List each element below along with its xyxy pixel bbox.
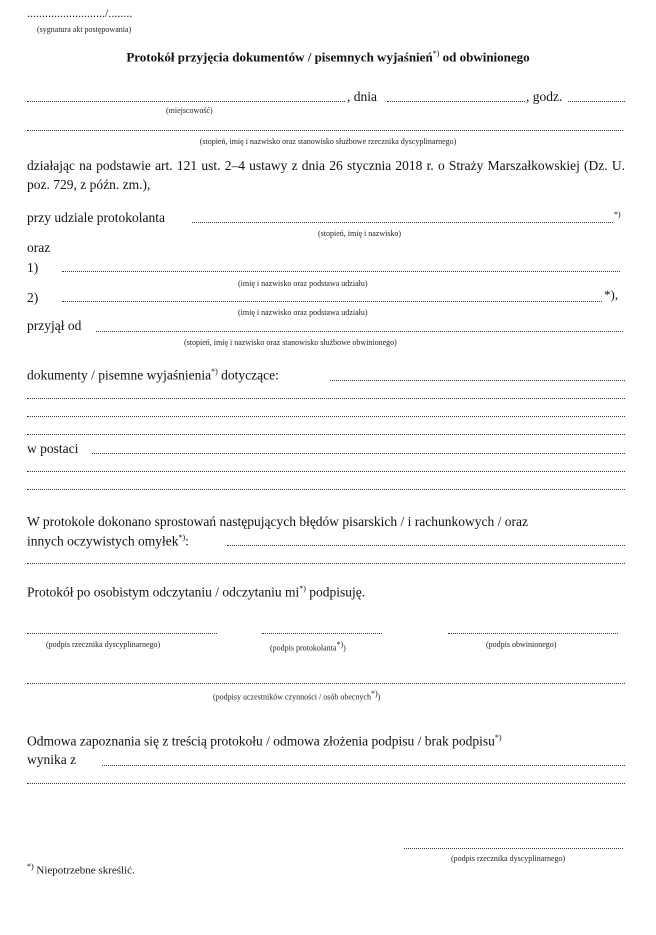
form-label: w postaci xyxy=(27,441,79,456)
accused-signature-caption: (podpis obwinionego) xyxy=(486,640,557,649)
documents-label: dokumenty / pisemne wyjaśnienia*) dotyczące: xyxy=(27,367,279,383)
accused-signature-field[interactable] xyxy=(448,633,618,634)
clerk-field[interactable] xyxy=(192,222,613,223)
officer-caption: (stopień, imię i nazwisko oraz stanowisko służbowe rzecznika dyscyplinarnego) xyxy=(199,137,457,146)
clerk-mark: *) xyxy=(614,210,621,219)
received-caption: (stopień, imię i nazwisko oraz stanowisko służbowe obwinionego) xyxy=(184,338,397,347)
legal-basis-text: działając na podstawie art. 121 ust. 2–4 ustawy z dnia 26 stycznia 2018 r. o Straży Marszałkowskiej (Dz. U. poz. 729, z późn. zm.), xyxy=(27,158,625,192)
participant-1-caption: (imię i nazwisko oraz podstawa udziału) xyxy=(238,279,368,288)
case-number-caption: (sygnatura akt postępowania) xyxy=(37,25,132,34)
participant-1-number: 1) xyxy=(27,260,39,275)
final-officer-signature-caption: (podpis rzecznika dyscyplinarnego) xyxy=(451,854,566,863)
received-field[interactable] xyxy=(96,331,623,332)
form-field-3[interactable] xyxy=(27,489,625,490)
clerk-label: przy udziale protokolanta xyxy=(27,210,165,225)
documents-field-4[interactable] xyxy=(27,434,625,435)
place-caption: (miejscowość) xyxy=(166,106,213,115)
participant-2-number: 2) xyxy=(27,290,39,305)
refusal-field-2[interactable] xyxy=(27,783,625,784)
received-label: przyjął od xyxy=(27,318,82,333)
hour-label: , godz. xyxy=(526,89,563,104)
corrections-field-1[interactable] xyxy=(227,545,625,546)
officer-field[interactable] xyxy=(27,130,623,131)
clerk-caption: (stopień, imię i nazwisko) xyxy=(318,229,402,238)
participant-1-field[interactable] xyxy=(62,271,620,272)
participant-2-caption: (imię i nazwisko oraz podstawa udziału) xyxy=(238,308,368,317)
corrections-field-2[interactable] xyxy=(27,563,625,564)
participant-2-mark: *), xyxy=(604,287,619,302)
participant-2-field[interactable] xyxy=(62,301,602,302)
page-title: Protokół przyjęcia dokumentów / pisemnych wyjaśnień*) od obwinionego xyxy=(126,49,530,65)
case-number-line[interactable]: ........................../........ xyxy=(27,6,133,20)
corrections-text-1: W protokole dokonano sprostowań następujących błędów pisarskich / i rachunkowych / oraz xyxy=(27,514,528,529)
refusal-field-1[interactable] xyxy=(102,765,625,766)
officer-signature-caption: (podpis rzecznika dyscyplinarnego) xyxy=(46,640,161,649)
participants-signature-caption: (podpisy uczestników czynności / osób obecnych*)) xyxy=(213,689,381,702)
date-field[interactable] xyxy=(387,101,525,102)
refusal-text: Odmowa zapoznania się z treścią protokołu / odmowa złożenia podpisu / brak podpisu*) xyxy=(27,733,502,749)
corrections-text-2: innych oczywistych omyłek*): xyxy=(27,533,189,549)
officer-signature-field[interactable] xyxy=(27,633,217,634)
documents-field-1[interactable] xyxy=(330,380,625,381)
form-field-1[interactable] xyxy=(92,453,625,454)
documents-field-3[interactable] xyxy=(27,416,625,417)
final-officer-signature-field[interactable] xyxy=(404,848,623,849)
documents-field-2[interactable] xyxy=(27,398,625,399)
reading-statement: Protokół po osobistym odczytaniu / odczytaniu mi*) podpisuję. xyxy=(27,584,366,600)
date-label: , dnia xyxy=(347,89,377,104)
footnote: *) Niepotrzebne skreślić. xyxy=(27,862,135,877)
participants-signature-field[interactable] xyxy=(27,683,625,684)
clerk-signature-field[interactable] xyxy=(262,633,382,634)
participants-oraz: oraz xyxy=(27,240,51,255)
form-field-2[interactable] xyxy=(27,471,625,472)
refusal-label: wynika z xyxy=(27,752,77,767)
hour-field[interactable] xyxy=(568,101,625,102)
place-field[interactable] xyxy=(27,101,345,102)
clerk-signature-caption: (podpis protokolanta*)) xyxy=(270,640,346,653)
